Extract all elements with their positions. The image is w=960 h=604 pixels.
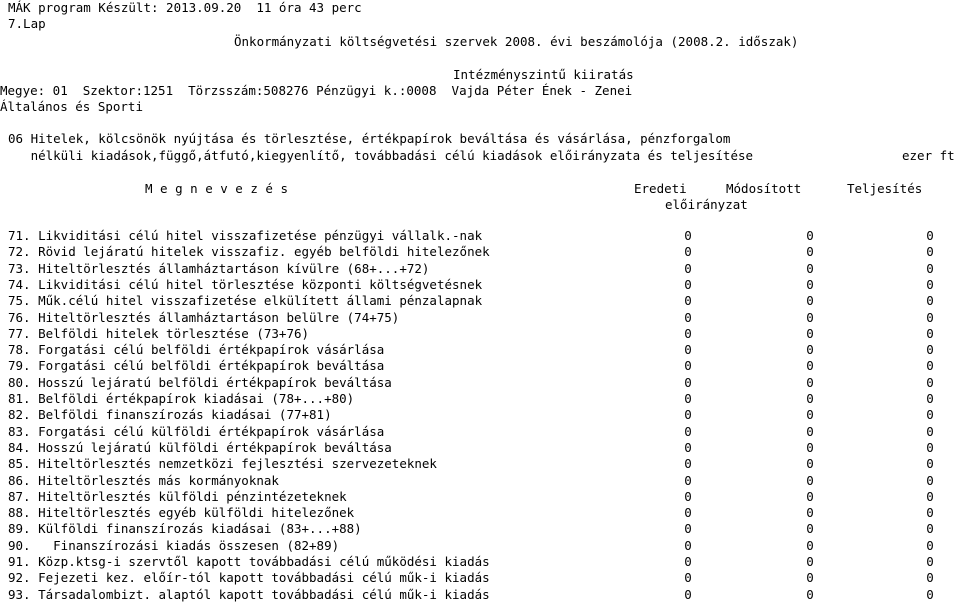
row-label: 85. Hiteltörlesztés nemzetközi fejlesztési szervezeteknek: [8, 456, 437, 472]
value-modositott: 0: [806, 439, 814, 455]
value-modositott: 0: [806, 554, 814, 569]
value-eredeti: 0: [684, 342, 692, 358]
row-label: 82. Belföldi finanszírozás kiadásai (77+81): [8, 407, 332, 423]
table-row: [0, 521, 960, 537]
value-teljesites: 0: [926, 554, 934, 569]
value-teljesites: 0: [926, 439, 934, 455]
row-label: 93. Társadalombizt. alaptól kapott továbbadási célú műk-i kiadás: [8, 586, 490, 602]
value-eredeti: 0: [684, 505, 692, 521]
value-modositott: 0: [806, 358, 814, 374]
value-teljesites: 0: [926, 423, 934, 439]
table-row: [0, 277, 960, 293]
identifier-line: Megye: 01 Szektor:1251 Törzsszám:508276 Pénzügyi k.:0008 Vajda Péter Ének - Zenei: [0, 83, 633, 98]
value-modositott: 0: [806, 407, 814, 423]
value-eredeti: 0: [684, 456, 692, 472]
table-row: [0, 293, 960, 309]
row-label: 79. Forgatási célú belföldi értékpapírok beváltása: [8, 358, 385, 374]
row-label: 83. Forgatási célú külföldi értékpapírok vásárlása: [8, 423, 385, 439]
value-eredeti: 0: [684, 439, 692, 455]
table-row: [0, 228, 960, 244]
value-eredeti: 0: [684, 374, 692, 390]
value-modositott: 0: [806, 586, 814, 602]
row-label: 92. Fejezeti kez. előír-tól kapott továbbadási célú műk-i kiadás: [8, 570, 490, 586]
table-row: [0, 424, 960, 440]
value-teljesites: 0: [926, 325, 934, 341]
value-eredeti: 0: [684, 407, 692, 423]
table-row: [0, 489, 960, 505]
value-teljesites: 0: [926, 244, 934, 260]
value-eredeti: 0: [684, 586, 692, 602]
table-row: [0, 310, 960, 326]
report-subtitle: Intézményszintű kiiratás: [453, 67, 634, 82]
table-row: [0, 407, 960, 423]
value-eredeti: 0: [684, 391, 692, 406]
row-label: 84. Hosszú lejáratú külföldi értékpapírok beváltása: [8, 439, 392, 455]
row-label: 91. Közp.ktsg-i szervtől kapott továbbadási célú működési kiadás: [8, 554, 490, 569]
value-modositott: 0: [806, 456, 814, 472]
value-modositott: 0: [806, 244, 814, 260]
value-modositott: 0: [806, 488, 814, 504]
report-title: Önkormányzati költségvetési szervek 2008. évi beszámolója (2008.2. időszak): [234, 34, 799, 49]
row-label: 90. Finanszírozási kiadás összesen (82+89): [8, 537, 340, 553]
table-row: [0, 554, 960, 570]
value-eredeti: 0: [684, 537, 692, 553]
column-header-modositott: Módosított: [726, 181, 802, 196]
section-title-cont: nélküli kiadások,függő,átfutó,kiegyenlítő, továbbadási célú kiadások előirányzata és teljesítése: [8, 148, 754, 163]
row-label: 74. Likviditási célú hitel törlesztése központi költségvetésnek: [8, 276, 483, 292]
value-modositott: 0: [806, 260, 814, 276]
row-label: 89. Külföldi finanszírozás kiadásai (83+...+88): [8, 521, 362, 537]
table-row: [0, 326, 960, 342]
table-row: [0, 261, 960, 277]
section-title: 06 Hitelek, kölcsönök nyújtása és törlesztése, értékpapírok beváltása és vásárlása, pénzforgalom: [8, 131, 731, 146]
table-row: [0, 244, 960, 260]
value-teljesites: 0: [926, 309, 934, 325]
column-header-eloiranyzat: előirányzat: [665, 197, 748, 212]
value-modositott: 0: [806, 374, 814, 390]
value-modositott: 0: [806, 391, 814, 406]
program-info: MÁK program Készült: 2013.09.20 11 óra 43 perc: [8, 0, 362, 15]
column-header-teljesites: Teljesítés: [847, 181, 923, 196]
value-teljesites: 0: [926, 472, 934, 488]
row-label: 75. Műk.célú hitel visszafizetése elkülített állami pénzalapnak: [8, 293, 483, 309]
value-modositott: 0: [806, 309, 814, 325]
row-label: 88. Hiteltörlesztés egyéb külföldi hitelezőnek: [8, 505, 355, 521]
value-eredeti: 0: [684, 554, 692, 569]
value-modositott: 0: [806, 570, 814, 586]
value-teljesites: 0: [926, 407, 934, 423]
value-modositott: 0: [806, 342, 814, 358]
table-row: [0, 375, 960, 391]
row-label: 77. Belföldi hitelek törlesztése (73+76): [8, 325, 310, 341]
value-eredeti: 0: [684, 228, 692, 243]
value-modositott: 0: [806, 325, 814, 341]
value-eredeti: 0: [684, 423, 692, 439]
row-label: 78. Forgatási célú belföldi értékpapírok vásárlása: [8, 342, 385, 358]
row-label: 87. Hiteltörlesztés külföldi pénzintézeteknek: [8, 488, 347, 504]
row-label: 81. Belföldi értékpapírok kiadásai (78+...+80): [8, 391, 355, 406]
value-eredeti: 0: [684, 325, 692, 341]
value-teljesites: 0: [926, 586, 934, 602]
value-teljesites: 0: [926, 342, 934, 358]
institution-name-cont: Általános és Sporti: [0, 99, 143, 114]
column-header-eredeti: Eredeti: [634, 181, 687, 196]
row-label: 73. Hiteltörlesztés államháztartáson kívülre (68+...+72): [8, 260, 430, 276]
value-teljesites: 0: [926, 374, 934, 390]
table-row: [0, 570, 960, 586]
column-header-name: M e g n e v e z é s: [145, 181, 288, 196]
value-modositott: 0: [806, 276, 814, 292]
value-modositott: 0: [806, 293, 814, 309]
value-teljesites: 0: [926, 391, 934, 406]
table-row: [0, 538, 960, 554]
value-eredeti: 0: [684, 358, 692, 374]
page-number: 7.Lap: [8, 16, 46, 31]
value-modositott: 0: [806, 228, 814, 243]
table-row: [0, 342, 960, 358]
row-label: 80. Hosszú lejáratú belföldi értékpapírok beváltása: [8, 374, 392, 390]
value-teljesites: 0: [926, 488, 934, 504]
table-row: [0, 358, 960, 374]
value-teljesites: 0: [926, 537, 934, 553]
value-modositott: 0: [806, 521, 814, 537]
value-teljesites: 0: [926, 276, 934, 292]
value-eredeti: 0: [684, 293, 692, 309]
value-modositott: 0: [806, 505, 814, 521]
table-row: [0, 456, 960, 472]
table-row: [0, 440, 960, 456]
value-modositott: 0: [806, 537, 814, 553]
table-row: [0, 391, 960, 407]
value-teljesites: 0: [926, 260, 934, 276]
value-teljesites: 0: [926, 505, 934, 521]
value-eredeti: 0: [684, 260, 692, 276]
row-label: 72. Rövid lejáratú hitelek visszafiz. egyéb belföldi hitelezőnek: [8, 244, 490, 260]
table-row: [0, 587, 960, 603]
value-teljesites: 0: [926, 456, 934, 472]
value-eredeti: 0: [684, 309, 692, 325]
value-eredeti: 0: [684, 521, 692, 537]
value-modositott: 0: [806, 472, 814, 488]
table-row: [0, 473, 960, 489]
value-teljesites: 0: [926, 358, 934, 374]
value-eredeti: 0: [684, 244, 692, 260]
value-eredeti: 0: [684, 276, 692, 292]
unit-label: ezer ft: [902, 148, 955, 163]
row-label: 86. Hiteltörlesztés más kormányoknak: [8, 472, 279, 488]
value-eredeti: 0: [684, 472, 692, 488]
value-eredeti: 0: [684, 488, 692, 504]
value-teljesites: 0: [926, 521, 934, 537]
value-modositott: 0: [806, 423, 814, 439]
row-label: 76. Hiteltörlesztés államháztartáson belülre (74+75): [8, 309, 400, 325]
value-teljesites: 0: [926, 228, 934, 243]
row-label: 71. Likviditási célú hitel visszafizetése pénzügyi vállalk.-nak: [8, 228, 483, 243]
table-row: [0, 505, 960, 521]
value-teljesites: 0: [926, 293, 934, 309]
value-teljesites: 0: [926, 570, 934, 586]
value-eredeti: 0: [684, 570, 692, 586]
